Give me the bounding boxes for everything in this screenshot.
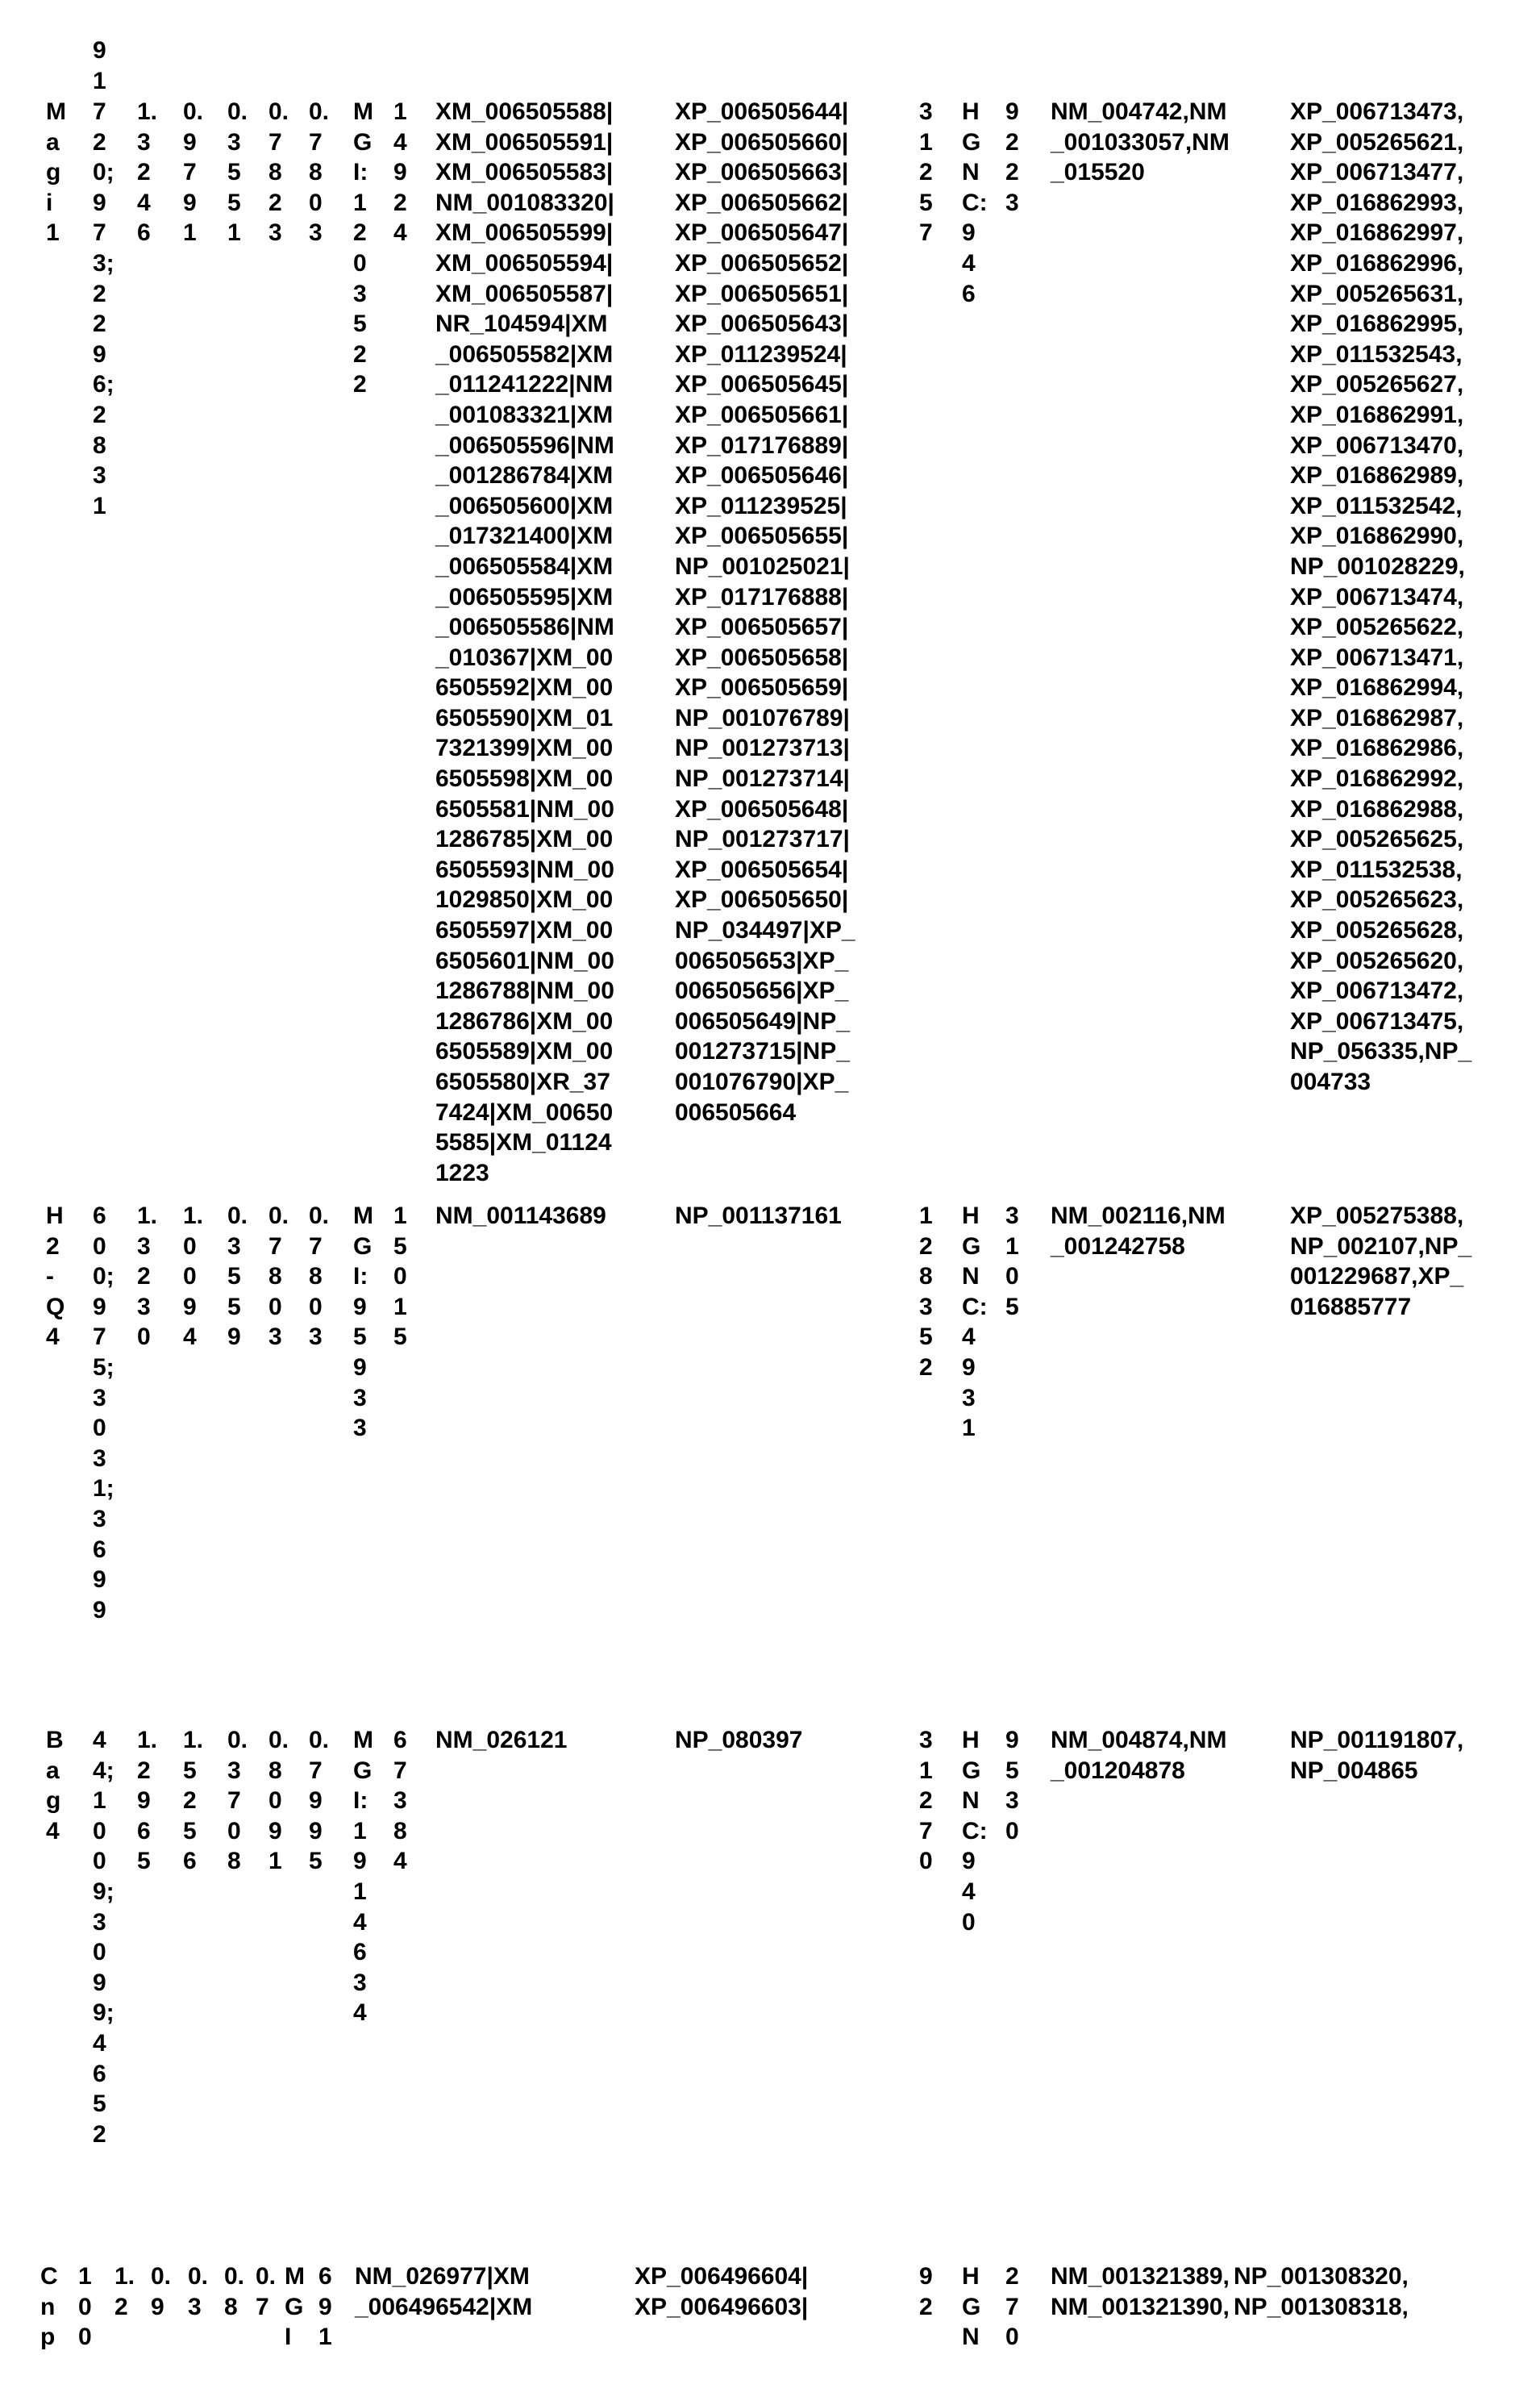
cell-mouse-entrez-id: 15015 (393, 1202, 407, 1351)
cell-mouse-protein-accessions: NP_080397 (675, 1727, 803, 1753)
cell-value-1: 1.2 (114, 2263, 135, 2320)
cell-genomic-ids: 600;975;3031;3699 (93, 1202, 114, 1623)
cell-genomic-ids: 44;1009;3099;4652 (93, 1727, 114, 2148)
cell-human-entrez-id: 270 (1005, 2263, 1019, 2351)
cell-value-2: 0.9791 (183, 98, 204, 247)
cell-mouse-transcript-accessions: XM_006505588| XM_006505591| XM_006505583| NM_001083320| XM_006505599| XM_006505594| XM_006505587| NR_104594|XM _006505582|XM _011241222|NM _001083321|XM _006505596|NM _001286784|XM _006505600|XM _017321400|XM _006505584|XM _006505595|XM _006505586|NM _010367|XM_00 6505592|XM_00 6505590|XM_01 7321399|XM_00 6505598|XM_00 6505581|NM_00 1286785|XM_00 6505593|NM_00 1029850|XM_00 6505597|XM_00 6505601|NM_00 1286788|NM_00 1286786|XM_00 6505589|XM_00 6505580|XR_37 7424|XM_00650 5585|XM_01124 1223 (435, 98, 614, 1186)
cell-value-3: 0.3 (188, 2263, 209, 2320)
cell-mouse-protein-accessions: XP_006496604| XP_006496603| (635, 2263, 809, 2320)
cell-gene-symbol: Magi1 (46, 98, 66, 247)
cell-mgi-id: MGI:1914634 (353, 1727, 373, 2027)
cell-mgi-id: MGI:95933 (353, 1202, 373, 1442)
cell-value-3: 0.3559 (227, 1202, 248, 1351)
cell-value-5: 0.7803 (309, 1202, 330, 1351)
cell-mouse-entrez-id: 691 (318, 2263, 332, 2351)
cell-value-1: 1.2965 (137, 1727, 158, 1875)
cell-value-3: 0.3551 (227, 98, 248, 247)
cell-value-4: 0.7823 (268, 98, 289, 247)
cell-mgi-id: MGI (285, 2263, 305, 2351)
cell-human-protein-accessions: XP_005275388, NP_002107,NP_ 001229687,XP_ 016885777 (1290, 1202, 1472, 1320)
cell-hgnc-id: HGN (962, 2263, 981, 2351)
cell-value-2: 1.0094 (183, 1202, 204, 1351)
cell-hgnc-id: HGNC:4931 (962, 1202, 988, 1442)
cell-human-protein-accessions: XP_006713473, XP_005265621, XP_006713477, XP_016862993, XP_016862997, XP_016862996, XP_005265631, XP_016862995, XP_011532543, XP_005265627, XP_016862991, XP_006713470, XP_016862989, XP_011532542, XP_016862990, NP_001028229, XP_006713474, XP_005265622, XP_006713471, XP_016862994, XP_016862987, XP_016862986, XP_016862992, XP_016862988, XP_005265625, XP_011532538, XP_005265623, XP_005265628, XP_005265620, XP_006713472, XP_006713475, NP_056335,NP_ 004733 (1290, 98, 1472, 1095)
cell-mouse-entrez-id: 14924 (393, 98, 407, 247)
cell-value-5: 0.7 (256, 2263, 277, 2320)
cell-hgnc-id: HGNC:940 (962, 1727, 988, 1936)
cell-human-entrez-id: 9223 (1005, 98, 1019, 216)
cell-value-1: 1.3246 (137, 98, 158, 247)
cell-human-protein-accessions: NP_001308320, NP_001308318, (1234, 2263, 1409, 2320)
cell-human-transcript-accessions: NM_001321389, NM_001321390, (1051, 2263, 1230, 2320)
cell-value-4: 0.8 (224, 2263, 245, 2320)
cell-mouse-transcript-accessions: NM_001143689 (435, 1202, 606, 1229)
cell-value-2: 1.5256 (183, 1727, 204, 1875)
cell-value-4: 0.7803 (268, 1202, 289, 1351)
cell-value-3: 0.3708 (227, 1727, 248, 1875)
cell-genomic-ids-fragment: 91 (93, 37, 106, 94)
cell-genomic-ids: 100 (78, 2263, 92, 2351)
cell-id-number: 31257 (919, 98, 933, 247)
cell-value-4: 0.8091 (268, 1727, 289, 1875)
cell-mgi-id: MGI:1203522 (353, 98, 373, 398)
cell-gene-symbol: Bag4 (46, 1727, 64, 1844)
cell-human-transcript-accessions: NM_004742,NM _001033057,NM _015520 (1051, 98, 1230, 186)
cell-id-number: 31270 (919, 1727, 933, 1875)
cell-human-entrez-id: 3105 (1005, 1202, 1019, 1320)
cell-value-2: 0.9 (151, 2263, 172, 2320)
cell-value-5: 0.7995 (309, 1727, 330, 1875)
cell-gene-symbol: Cnp (40, 2263, 58, 2351)
cell-gene-symbol: H2-Q4 (46, 1202, 65, 1351)
cell-mouse-transcript-accessions: NM_026977|XM _006496542|XM (355, 2263, 533, 2320)
cell-human-transcript-accessions: NM_002116,NM _001242758 (1051, 1202, 1226, 1260)
cell-human-entrez-id: 9530 (1005, 1727, 1019, 1844)
cell-id-number: 92 (919, 2263, 933, 2320)
cell-value-5: 0.7803 (309, 98, 330, 247)
cell-human-protein-accessions: NP_001191807, NP_004865 (1290, 1727, 1464, 1784)
cell-mouse-transcript-accessions: NM_026121 (435, 1727, 568, 1753)
cell-hgnc-id: HGNC:946 (962, 98, 988, 307)
cell-mouse-protein-accessions: NP_001137161 (675, 1202, 842, 1229)
cell-mouse-protein-accessions: XP_006505644| XP_006505660| XP_006505663| XP_006505662| XP_006505647| XP_006505652| XP_006505651| XP_006505643| XP_011239524| XP_006505645| XP_006505661| XP_017176889| XP_006505646| XP_011239525| XP_006505655| NP_001025021| XP_017176888| XP_006505657| XP_006505658| XP_006505659| NP_001076789| NP_001273713| NP_001273714| XP_006505648| NP_001273717| XP_006505654| XP_006505650| NP_034497|XP_ 006505653|XP_ 006505656|XP_ 006505649|NP_ 001273715|NP_ 001076790|XP_ 006505664 (675, 98, 855, 1126)
cell-human-transcript-accessions: NM_004874,NM _001204878 (1051, 1727, 1227, 1784)
cell-id-number: 128352 (919, 1202, 933, 1381)
cell-value-1: 1.3230 (137, 1202, 158, 1351)
cell-genomic-ids: 720;973;2296;2831 (93, 98, 114, 519)
cell-mouse-entrez-id: 67384 (393, 1727, 407, 1875)
